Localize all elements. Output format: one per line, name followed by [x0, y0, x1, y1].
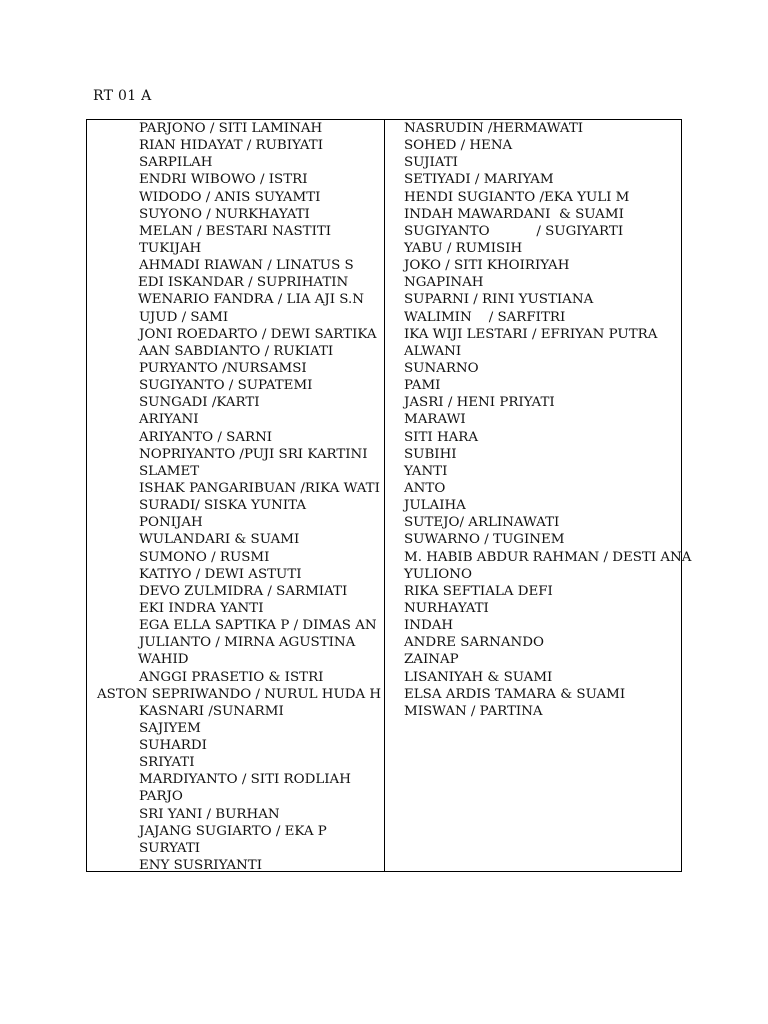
list-item: EGA ELLA SAPTIKA P / DIMAS AN [139, 618, 377, 634]
list-item: SURADI/ SISKA YUNITA [139, 498, 307, 514]
list-item: SRI YANI / BURHAN [139, 806, 280, 822]
list-item: NGAPINAH [404, 275, 484, 291]
list-item: EKI INDRA YANTI [139, 600, 264, 616]
list-item: TUKIJAH [139, 240, 202, 256]
list-item: SUBIHI [404, 446, 457, 462]
list-item: ARIYANTO / SARNI [139, 429, 273, 445]
list-item: SLAMET [139, 463, 200, 479]
list-item: UJUD / SAMI [139, 309, 229, 325]
list-item: DEVO ZULMIDRA / SARMIATI [139, 583, 348, 599]
list-item: SRIYATI [139, 755, 195, 771]
list-item: SUMONO / RUSMI [139, 549, 270, 565]
list-item: ENY SUSRIYANTI [139, 858, 262, 874]
list-item: PONIJAH [139, 515, 203, 531]
list-item: ARIYANI [139, 412, 199, 428]
list-item: SUNGADI /KARTI [139, 395, 260, 411]
list-item: NASRUDIN /HERMAWATI [404, 121, 584, 136]
list-item: IKA WIJI LESTARI / EFRIYAN PUTRA [404, 326, 658, 342]
left-column [87, 120, 383, 874]
list-item: WALIMIN / SARFITRI [404, 309, 566, 325]
list-item: AHMADI RIAWAN / LINATUS S [139, 258, 354, 274]
list-item: PAMI [404, 378, 441, 394]
page-title: RT 01 A [93, 88, 152, 104]
list-item: ANDRE SARNANDO [404, 635, 544, 651]
list-item: SARPILAH [139, 155, 213, 171]
list-item: EDI ISKANDAR / SUPRIHATIN [138, 275, 349, 291]
list-item: SUNARNO [404, 360, 479, 376]
list-item: SUPARNI / RINI YUSTIANA [404, 292, 594, 308]
list-item: ALWANI [404, 343, 462, 359]
list-item: YANTI [404, 463, 448, 479]
list-item: WIDODO / ANIS SUYAMTI [139, 189, 321, 205]
list-item: SAJIYEM [139, 720, 201, 736]
list-item: MELAN / BESTARI NASTITI [139, 223, 332, 239]
list-item: M. HABIB ABDUR RAHMAN / DESTI ANA [404, 549, 692, 565]
list-item: SUHARDI [139, 738, 207, 754]
list-item: MARAWI [404, 412, 466, 428]
list-item: WULANDARI & SUAMI [139, 532, 300, 548]
list-item: JULIANTO / MIRNA AGUSTINA [139, 635, 356, 651]
list-item: MARDIYANTO / SITI RODLIAH [139, 772, 351, 788]
list-item: RIKA SEFTIALA DEFI [404, 583, 553, 599]
list-item: SUTEJO/ ARLINAWATI [404, 515, 560, 531]
list-item: JASRI / HENI PRIYATI [404, 395, 555, 411]
list-item: ISHAK PANGARIBUAN /RIKA WATI [139, 480, 380, 496]
list-item: PURYANTO /NURSAMSI [139, 360, 307, 376]
list-item: AAN SABDIANTO / RUKIATI [139, 343, 334, 359]
list-item: ANTO [404, 480, 446, 496]
list-item: SUJIATI [404, 155, 458, 171]
list-item: NURHAYATI [404, 600, 489, 616]
list-item: SUWARNO / TUGINEM [404, 532, 565, 548]
list-item: MISWAN / PARTINA [404, 703, 543, 719]
list-item: ANGGI PRASETIO & ISTRI [139, 669, 324, 685]
list-item: YULIONO [404, 566, 472, 582]
list-item: NOPRIYANTO /PUJI SRI KARTINI [139, 446, 368, 462]
list-item: PARJO [139, 789, 183, 805]
column-divider [384, 120, 385, 871]
list-item: WAHID [138, 652, 189, 668]
list-item: INDAH [404, 618, 454, 634]
list-item: ELSA ARDIS TAMARA & SUAMI [404, 686, 626, 702]
list-item: SUGIYANTO / SUPATEMI [139, 378, 313, 394]
right-column [386, 120, 692, 720]
list-item: ASTON SEPRIWANDO / NURUL HUDA H [97, 686, 382, 702]
list-item: INDAH MAWARDANI & SUAMI [404, 206, 624, 222]
list-item: WENARIO FANDRA / LIA AJI S.N [138, 292, 364, 308]
list-item: PARJONO / SITI LAMINAH [139, 121, 323, 136]
list-item: YABU / RUMISIH [404, 240, 523, 256]
list-item: JOKO / SITI KHOIRIYAH [404, 258, 570, 274]
list-item: LISANIYAH & SUAMI [404, 669, 553, 685]
list-item: SITI HARA [404, 429, 479, 445]
list-item: KATIYO / DEWI ASTUTI [139, 566, 302, 582]
list-item: ENDRI WIBOWO / ISTRI [139, 172, 308, 188]
list-item: ZAINAP [404, 652, 459, 668]
list-item: RIAN HIDAYAT / RUBIYATI [139, 138, 323, 154]
list-item: JULAIHA [404, 498, 466, 514]
list-item: HENDI SUGIANTO /EKA YULI M [404, 189, 630, 205]
list-item: SOHED / HENA [404, 138, 513, 154]
list-item: JONI ROEDARTO / DEWI SARTIKA [139, 326, 377, 342]
list-item: SUGIYANTO / SUGIYARTI [404, 223, 624, 239]
list-item: SUYONO / NURKHAYATI [139, 206, 310, 222]
list-item: JAJANG SUGIARTO / EKA P [139, 823, 327, 839]
list-item: SETIYADI / MARIYAM [404, 172, 554, 188]
list-item: KASNARI /SUNARMI [139, 703, 284, 719]
list-item: SURYATI [139, 840, 201, 856]
resident-table [86, 119, 692, 874]
